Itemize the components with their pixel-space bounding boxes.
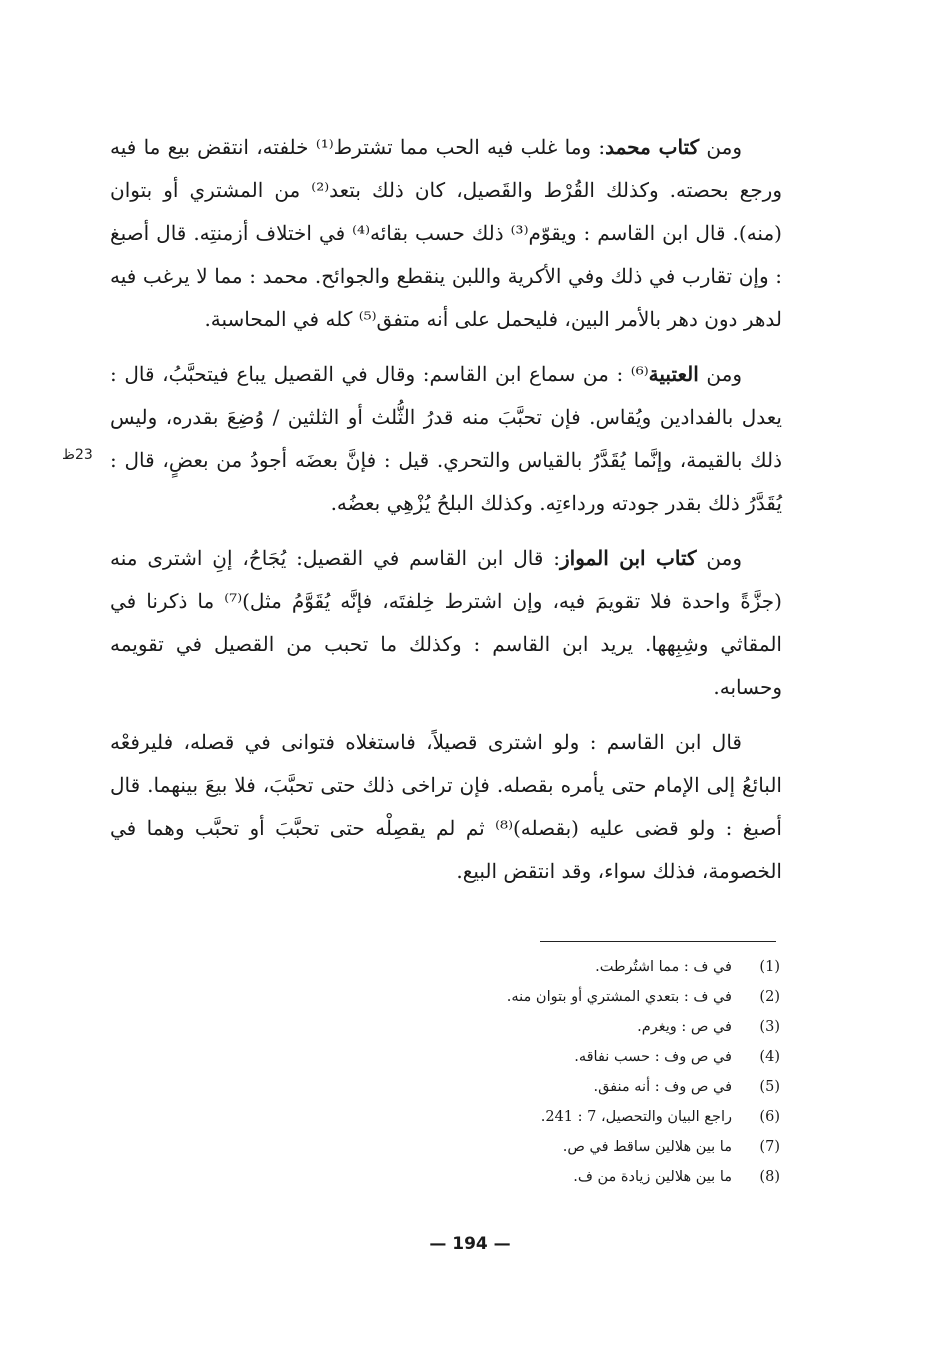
paragraph-lead: ومن (698, 362, 742, 386)
footnote-text: في ف : بتعدي المشتري أو بتوان منه. (506, 989, 732, 1005)
footnotes (440, 952, 780, 1192)
footnote-text: ما بين هلالين زيادة من ف. (573, 1169, 732, 1185)
footnote-text: في ص : ويغرم. (637, 1019, 732, 1035)
paragraph-text: قال ابن القاسم : ولو اشترى قصيلاً، فاستغلاه فتوانى في قصله، فليرفعْه البائعُ إلى الإمام حتى يأمره بقصله. فإن تراخى ذلك حتى تحبَّبَ، فلا بيعَ بينهما. قال أصبغ : ولو قضى عليه (بقصله)⁽⁸⁾ ثم لم يقصِلْه حتى تحبَّبَ أو تحبَّب وهما في الخصومة، فذلك سواء، وقد انتقض البيع. (110, 730, 782, 883)
source-title: العتبية (648, 362, 699, 386)
footnote-separator (540, 941, 776, 942)
footnote-text: راجع البيان والتحصيل، 7 : 241. (540, 1109, 732, 1125)
footnote (440, 1072, 780, 1102)
paragraph-text: : قال ابن القاسم في القصيل: يُجَاحُ، إنِ اشترى منه (جزَّةً واحدة فلا تقويمَ فيه، وإن اشترط خِلفتَه، فإنَّه يُقَوَّمُ مثل)⁽⁷⁾ ما ذكرنا في المقاثي وشِبِهها. يريد ابن القاسم : وكذلك ما تحبب من القصيل في تقويمه وحسابه. (110, 546, 782, 699)
footnote-text: ما بين هلالين ساقط في ص. (562, 1139, 732, 1155)
footnote (440, 952, 780, 982)
footnote (440, 1102, 780, 1132)
paragraph-2 (110, 353, 782, 525)
footnote (440, 1132, 780, 1162)
footnote (440, 1042, 780, 1072)
footnote (440, 1012, 780, 1042)
paragraph-text: : وما غلب فيه الحب مما تشترط⁽¹⁾ خلفته، انتقض بيع ما فيه ورجع بحصته. وكذلك القُرْط والقَصيل، كان ذلك بتعد⁽²⁾ من المشتري أو بتوان (منه). قال ابن القاسم : ويقوّم⁽³⁾ ذلك حسب بقائه⁽⁴⁾ في اختلاف أزمنتِه. قال أصبغ : وإن تقارب في ذلك وفي الأكرية واللبن ينقطع والجوائح. محمد : مما لا يرغب فيه لدهر دون دهر بالأمر البين، فليحمل على أنه متفق⁽⁵⁾ كله في المحاسبة. (110, 135, 782, 331)
paragraph-3 (110, 537, 782, 709)
page-number: — 194 — (429, 1234, 511, 1254)
paragraph-text: ⁽⁶⁾ : من سماع ابن القاسم: وقال في القصيل يباع فيتحبَّبُ، قال : يعدل بالفدادين ويُقاس. فإن تحبَّبَ منه قدرُ الثُّلث أو الثلثين / وُضِعَ بقدره، وليس ذلك بالقيمة، وإنَّما يُقَدَّرُ بالقياس والتحري. قيل : فإنَّ بعضَه أجودُ من بعضٍ، قال : يُقَدَّرُ ذلك بقدر جودته ورداءتِه. وكذلك البلحُ يُزْهِي بعضُه. (110, 362, 782, 515)
source-title: كتاب محمد (605, 135, 700, 159)
footnote (440, 1162, 780, 1192)
footnote-text: في ص وف : حسب نفاقه. (574, 1049, 732, 1065)
footnote-number: (4) (759, 1049, 780, 1065)
paragraph-4 (110, 721, 782, 893)
footnote-number: (6) (759, 1109, 780, 1125)
footnote-number: (5) (759, 1079, 780, 1095)
manuscript-folio-marker: 23ظ (62, 447, 93, 463)
footnote-number: (2) (759, 989, 780, 1005)
footnote (440, 982, 780, 1012)
footnote-number: (1) (759, 959, 780, 975)
footnote-number: (7) (759, 1139, 780, 1155)
paragraph-1 (110, 126, 782, 341)
paragraph-lead: ومن (699, 135, 743, 159)
footnote-text: في ص وف : أنه منفق. (593, 1079, 732, 1095)
footnote-text: في ف : مما اشتُرطت. (595, 959, 732, 975)
source-title: كتاب ابن المواز (560, 546, 697, 570)
footnote-number: (3) (759, 1019, 780, 1035)
paragraph-lead: ومن (696, 546, 743, 570)
main-text (110, 126, 782, 905)
footnote-number: (8) (759, 1169, 780, 1185)
